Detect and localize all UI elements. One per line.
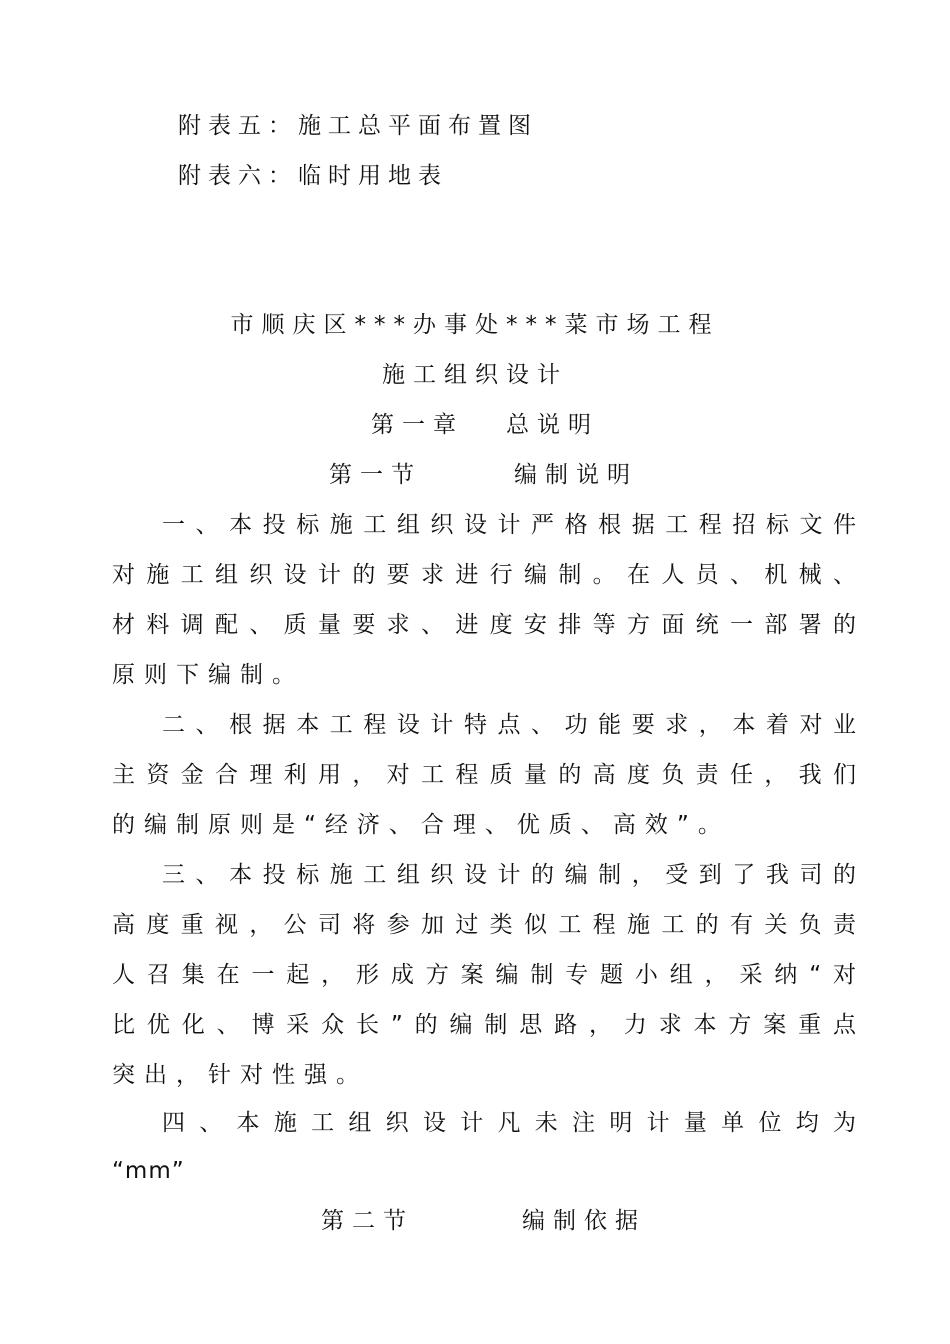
paragraph-line: 对施工组织设计的要求进行编制。在人员、机械、 bbox=[112, 562, 856, 588]
paragraph-line: 人召集在一起，形成方案编制专题小组，采纳“对 bbox=[112, 962, 856, 988]
paragraph-line: 的编制原则是“经济、合理、优质、高效”。 bbox=[112, 812, 730, 838]
paragraph-line: 原则下编制。 bbox=[112, 662, 304, 688]
appendix-item-6: 附表六：临时用地表 bbox=[178, 163, 448, 189]
paragraph-line: 突出，针对性强。 bbox=[112, 1062, 368, 1088]
paragraph-line: 三、本投标施工组织设计的编制，受到了我司的 bbox=[162, 862, 856, 888]
section-title: 编制依据 bbox=[522, 1208, 646, 1234]
document-subtitle: 施工组织设计 bbox=[382, 362, 568, 388]
paragraph-line: 高度重视，公司将参加过类似工程施工的有关负责 bbox=[112, 912, 856, 938]
paragraph-line: 比优化、博采众长”的编制思路，力求本方案重点 bbox=[112, 1012, 856, 1038]
paragraph-line: 四、本施工组织设计凡未注明计量单位均为 bbox=[162, 1110, 856, 1136]
paragraph-line: 一、本投标施工组织设计严格根据工程招标文件 bbox=[162, 512, 856, 538]
section-number: 第一节 bbox=[329, 462, 422, 488]
section-number: 第二节 bbox=[321, 1208, 414, 1234]
appendix-item-5: 附表五：施工总平面布置图 bbox=[178, 113, 538, 139]
chapter-number: 第一章 bbox=[371, 412, 464, 438]
paragraph-line: 主资金合理利用，对工程质量的高度负责任，我们 bbox=[112, 762, 856, 788]
chapter-title: 总说明 bbox=[506, 412, 599, 438]
section-title: 编制说明 bbox=[514, 462, 638, 488]
paragraph-line: “mm” bbox=[112, 1158, 185, 1184]
document-title: 市顺庆区***办事处***菜市场工程 bbox=[230, 312, 720, 338]
paragraph-line: 材料调配、质量要求、进度安排等方面统一部署的 bbox=[112, 612, 856, 638]
paragraph-line: 二、根据本工程设计特点、功能要求，本着对业 bbox=[162, 712, 856, 738]
